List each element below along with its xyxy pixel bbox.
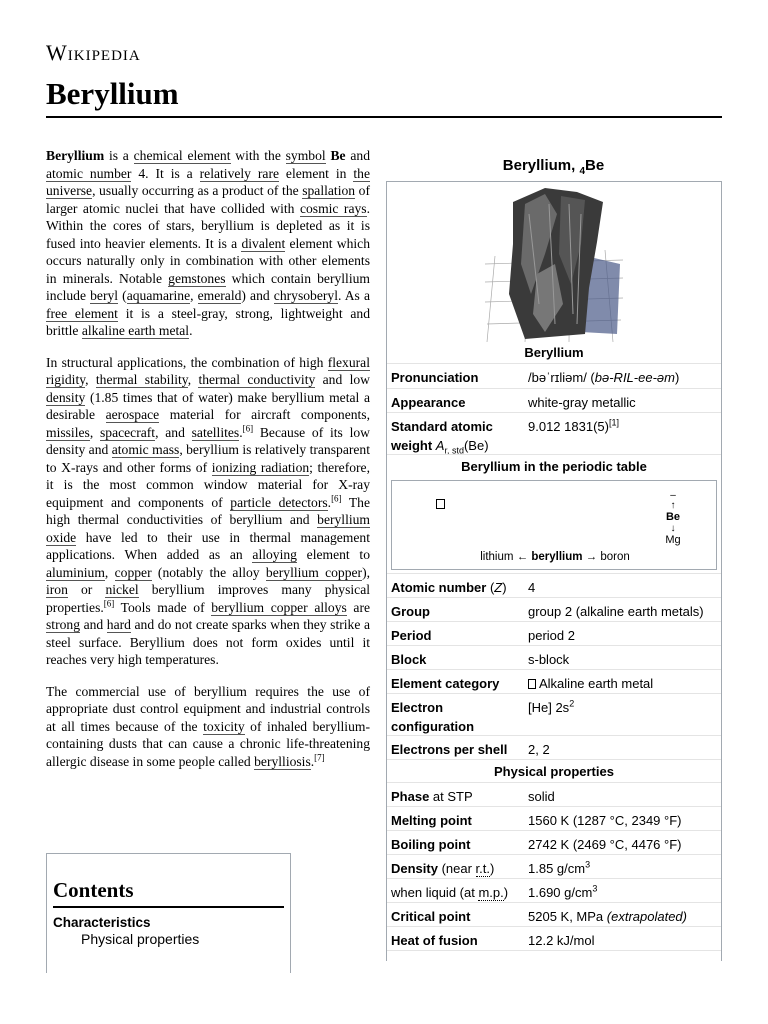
row-electron-configuration bbox=[387, 693, 721, 735]
label-phase: Phase at STP bbox=[391, 789, 473, 804]
value-pronunciation: /bəˈrɪliəm/ (bə-RIL-ee-əm) bbox=[528, 370, 680, 385]
value-electrons-per-shell: 2, 2 bbox=[528, 742, 550, 757]
periodic-table-heading: Beryllium in the periodic table bbox=[387, 454, 721, 478]
citation[interactable]: [6] bbox=[331, 492, 342, 503]
row-group bbox=[387, 597, 721, 621]
row-density-liquid bbox=[387, 878, 721, 902]
infobox bbox=[386, 181, 722, 961]
label-pronunciation: Pronunciation bbox=[391, 370, 479, 385]
mp-abbr[interactable]: m.p. bbox=[478, 885, 504, 900]
label-electron-configuration: Electron configuration bbox=[391, 700, 475, 734]
link-chemical-element[interactable]: chemical element bbox=[133, 148, 231, 163]
row-block bbox=[387, 645, 721, 669]
paragraph-intro: Beryllium is a chemical element with the symbol Be and atomic number 4. It is a relatively rare element in the universe, usually occurring as a product of the spallation of larger atomic nuclei that have collided with cosmic rays. Within the cores of stars, beryllium is depleted as it is fused into heavier elements. It is a divalent element which occurs naturally only in combination with other elements in minerals. Notable gemstones which contain beryllium include beryl (aquamarine, emerald) and chrysoberyl. As a free element it is a steel-gray, strong, lightweight and brittle alkaline earth metal. bbox=[46, 148, 371, 338]
paragraph-toxicity: The commercial use of beryllium requires the use of appropriate dust control equipment and industrial controls at all times because of the toxicity of inhaled beryllium-containing dusts that can cause a chronic life-threatening allergic disease in some people called berylliosis.[7] bbox=[46, 683, 370, 769]
value-atomic-weight: 9.012 1831(5)[1] bbox=[528, 417, 619, 434]
article-body bbox=[46, 147, 370, 784]
link-flexural-rigidity[interactable]: flexural rigidity bbox=[46, 354, 370, 387]
title-divider bbox=[46, 116, 722, 118]
link-gemstones[interactable]: gemstones bbox=[168, 270, 226, 286]
label-boiling-point: Boiling point bbox=[391, 837, 471, 852]
value-electron-configuration: [He] $2s^2$ bbox=[528, 698, 575, 715]
link-free-element[interactable]: free element bbox=[46, 305, 118, 321]
label-density-liquid: when liquid (at m.p.) bbox=[391, 885, 509, 900]
value-melting-point: 1560 K (1287 °C, 2349 °F) bbox=[528, 813, 682, 828]
row-boiling-point bbox=[387, 830, 721, 854]
link-nickel[interactable]: nickel bbox=[105, 582, 139, 597]
row-electrons-per-shell bbox=[387, 735, 721, 759]
value-density-liquid: 1.690 $g/cm^3$ bbox=[528, 883, 598, 900]
link-berylliosis[interactable]: berylliosis bbox=[254, 753, 311, 769]
page-title: Beryllium bbox=[46, 76, 179, 111]
wikipedia-logo[interactable]: Wikipedia bbox=[46, 40, 141, 65]
value-critical-point: 5205 K, MPa (extrapolated) bbox=[528, 909, 687, 924]
value-period[interactable]: period 2 bbox=[528, 628, 575, 643]
row-element-category bbox=[387, 669, 721, 693]
link-density[interactable]: density bbox=[46, 389, 86, 405]
citation[interactable]: [6] bbox=[103, 597, 115, 608]
link-satellites[interactable]: satellites bbox=[191, 424, 240, 440]
label-block: Block bbox=[391, 652, 427, 667]
neighbor-lithium[interactable]: lithium bbox=[480, 551, 514, 563]
link-beryllium-copper[interactable]: beryllium copper bbox=[265, 564, 363, 580]
toc-item-characteristics[interactable]: Characteristics bbox=[53, 915, 151, 930]
category-square-icon bbox=[528, 679, 536, 689]
link-aquamarine[interactable]: aquamarine bbox=[126, 288, 191, 303]
label-group: Group bbox=[391, 604, 430, 619]
link-hard[interactable]: hard bbox=[106, 617, 131, 632]
link-aerospace[interactable]: aerospace bbox=[105, 407, 160, 422]
row-phase bbox=[387, 782, 721, 806]
label-melting-point: Melting point bbox=[391, 813, 472, 828]
row-appearance bbox=[387, 388, 721, 412]
value-element-category[interactable]: Alkaline earth metal bbox=[528, 674, 720, 693]
link-cosmic-rays[interactable]: cosmic rays bbox=[299, 200, 367, 216]
label-atomic-number: Atomic number (Z) bbox=[391, 580, 507, 595]
value-heat-of-fusion: 12.2 kJ/mol bbox=[528, 933, 595, 948]
row-pronunciation bbox=[387, 363, 721, 388]
rt-abbr[interactable]: r.t. bbox=[475, 861, 490, 876]
link-strong[interactable]: strong bbox=[46, 617, 80, 632]
label-atomic-weight: Standard atomic weight $A_{r, std}(Be)$ bbox=[391, 419, 493, 456]
link-iron[interactable]: iron bbox=[46, 582, 68, 597]
link-symbol[interactable]: symbol bbox=[285, 148, 326, 163]
link-particle-detectors[interactable]: particle detectors bbox=[230, 494, 328, 510]
label-period: Period bbox=[391, 628, 432, 643]
label-critical-point: Critical point bbox=[391, 909, 471, 924]
row-density bbox=[387, 854, 721, 878]
row-atomic-number bbox=[387, 573, 721, 597]
label-appearance: Appearance bbox=[391, 395, 466, 410]
table-of-contents bbox=[46, 853, 291, 973]
citation[interactable]: [6] bbox=[242, 422, 254, 433]
value-appearance: white-gray metallic bbox=[528, 395, 636, 410]
row-atomic-weight bbox=[387, 412, 721, 454]
image-caption: Beryllium bbox=[524, 345, 584, 360]
beryllium-sample-image[interactable] bbox=[485, 184, 623, 342]
link-atomic-mass[interactable]: atomic mass bbox=[111, 442, 180, 457]
lead-term: Beryllium bbox=[46, 148, 105, 163]
infobox-caption: Beryllium, $_4$Be bbox=[502, 157, 605, 177]
label-density: Density (near r.t.) bbox=[391, 861, 495, 876]
value-block[interactable]: s-block bbox=[528, 652, 570, 667]
value-group[interactable]: group 2 (alkaline earth metals) bbox=[528, 604, 704, 619]
row-divider bbox=[387, 950, 721, 962]
link-thermal-conductivity[interactable]: thermal conductivity bbox=[198, 372, 316, 387]
label-electrons-per-shell: Electrons per shell bbox=[391, 742, 508, 757]
link-alloying[interactable]: alloying bbox=[252, 547, 297, 562]
paragraph-applications: In structural applications, the combination of high flexural rigidity, thermal stability, thermal conductivity and low density (1.85 times that of water) make beryllium metal a desirable aerospace material for aircraft components, missiles, spacecraft, and satellites.[6] Because of its low density and atomic mass, beryllium is relatively transparent to X-rays and other forms of ionizing radiation; therefore, it is the most common window material for X-ray equipment and components of particle detectors.[6] The high thermal conductivities of beryllium and beryllium oxide have led to their use in thermal management applications. When added as an alloying element to aluminium, copper (notably the alloy beryllium copper), iron or nickel beryllium improves many physical properties.[6] Tools made of beryllium copper alloys are strong and hard and do not create sparks when they strike a steel surface. Beryllium does not form oxides until it reaches very high temperatures. bbox=[46, 354, 371, 667]
value-boiling-point: 2742 K (2469 °C, 4476 °F) bbox=[528, 837, 682, 852]
period-neighbors: lithium ← beryllium → boron bbox=[480, 551, 630, 563]
value-atomic-number: 4 bbox=[528, 580, 536, 595]
neighbor-mg[interactable]: Mg bbox=[665, 534, 681, 546]
link-thermal-stability[interactable]: thermal stability bbox=[95, 372, 188, 387]
row-heat-of-fusion bbox=[387, 926, 721, 950]
link-beryl[interactable]: beryl bbox=[90, 288, 119, 303]
group-neighbors: – ↑ Be ↓ Mg bbox=[658, 491, 688, 547]
periodic-table-widget[interactable] bbox=[391, 480, 717, 570]
link-chrysoberyl[interactable]: chrysoberyl bbox=[273, 288, 338, 303]
contents-heading: Contents bbox=[53, 878, 284, 908]
row-critical-point bbox=[387, 902, 721, 926]
link-ionizing-radiation[interactable]: ionizing radiation bbox=[211, 459, 310, 475]
element-square-icon bbox=[436, 499, 445, 509]
link-atomic-number[interactable]: atomic number bbox=[46, 165, 132, 181]
link-spallation[interactable]: spallation bbox=[302, 183, 356, 198]
link-toxicity[interactable]: toxicity bbox=[203, 718, 245, 734]
label-element-category: Element category bbox=[391, 676, 500, 691]
link-copper[interactable]: copper bbox=[114, 564, 152, 580]
row-period bbox=[387, 621, 721, 645]
row-melting-point bbox=[387, 806, 721, 830]
value-density: 1.85 $g/cm^3$ bbox=[528, 859, 591, 876]
link-divalent[interactable]: divalent bbox=[241, 235, 286, 251]
link-alkaline-earth-metal[interactable]: alkaline earth metal bbox=[81, 323, 190, 338]
toc-item-physical-properties[interactable]: Physical properties bbox=[81, 931, 200, 947]
neighbor-boron[interactable]: boron bbox=[600, 551, 630, 563]
citation[interactable]: [7] bbox=[314, 751, 325, 762]
link-universe[interactable]: the universe bbox=[46, 165, 370, 198]
link-emerald[interactable]: emerald bbox=[197, 288, 242, 303]
symbol-bold: Be bbox=[330, 148, 346, 163]
link-spacecraft[interactable]: spacecraft bbox=[99, 424, 156, 440]
link-relatively-rare[interactable]: relatively rare bbox=[199, 165, 280, 181]
link-missiles[interactable]: missiles bbox=[46, 424, 90, 440]
link-beryllium-copper-alloys[interactable]: beryllium copper alloys bbox=[211, 599, 347, 615]
link-aluminium[interactable]: aluminium bbox=[46, 564, 105, 580]
link-beryllium-oxide[interactable]: beryllium oxide bbox=[46, 512, 370, 545]
value-phase: solid bbox=[528, 789, 555, 804]
physical-properties-heading: Physical properties bbox=[387, 759, 721, 782]
label-heat-of-fusion: Heat of fusion bbox=[391, 933, 478, 948]
